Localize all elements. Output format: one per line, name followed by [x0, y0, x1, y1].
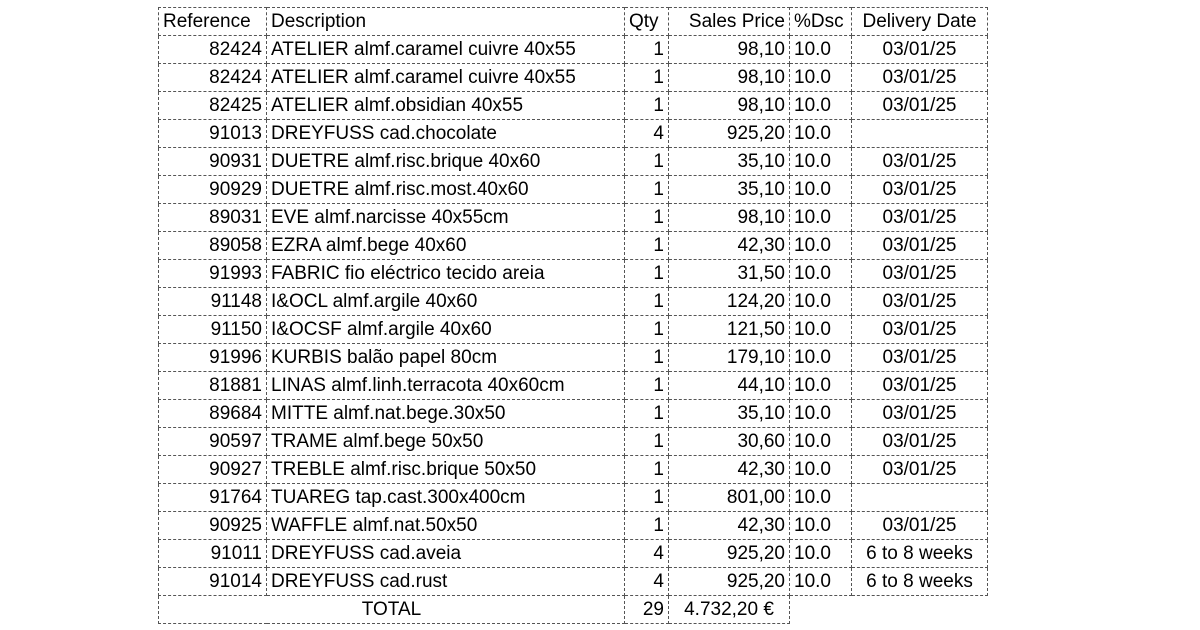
cell-qty: 4	[625, 540, 669, 568]
cell-qty: 4	[625, 568, 669, 596]
header-discount: %Dsc	[790, 8, 852, 36]
table-row	[159, 120, 988, 148]
cell-reference: 91996	[159, 344, 267, 372]
cell-description: TRAME almf.bege 50x50	[267, 428, 625, 456]
cell-description: TREBLE almf.risc.brique 50x50	[267, 456, 625, 484]
header-row	[159, 8, 988, 36]
total-amount: 4.732,20 €	[669, 596, 790, 624]
cell-qty: 1	[625, 316, 669, 344]
cell-qty: 1	[625, 176, 669, 204]
cell-reference: 90929	[159, 176, 267, 204]
cell-reference: 91150	[159, 316, 267, 344]
cell-sales-price: 98,10	[669, 36, 790, 64]
cell-discount: 10.0	[790, 120, 852, 148]
total-row	[159, 596, 988, 624]
cell-qty: 1	[625, 512, 669, 540]
cell-discount: 10.0	[790, 260, 852, 288]
cell-delivery-date: 03/01/25	[852, 260, 988, 288]
cell-qty: 1	[625, 456, 669, 484]
cell-qty: 1	[625, 36, 669, 64]
cell-sales-price: 98,10	[669, 204, 790, 232]
cell-description: ATELIER almf.caramel cuivre 40x55	[267, 64, 625, 92]
cell-reference: 89031	[159, 204, 267, 232]
cell-sales-price: 44,10	[669, 372, 790, 400]
cell-reference: 90927	[159, 456, 267, 484]
cell-qty: 1	[625, 204, 669, 232]
cell-delivery-date: 03/01/25	[852, 36, 988, 64]
order-table	[158, 7, 988, 624]
cell-delivery-date: 03/01/25	[852, 512, 988, 540]
cell-delivery-date: 03/01/25	[852, 400, 988, 428]
table-row	[159, 204, 988, 232]
cell-discount: 10.0	[790, 176, 852, 204]
header-qty: Qty	[625, 8, 669, 36]
cell-sales-price: 925,20	[669, 568, 790, 596]
header-reference: Reference	[159, 8, 267, 36]
header-description: Description	[267, 8, 625, 36]
cell-delivery-date: 03/01/25	[852, 148, 988, 176]
cell-qty: 1	[625, 92, 669, 120]
cell-discount: 10.0	[790, 540, 852, 568]
cell-description: EVE almf.narcisse 40x55cm	[267, 204, 625, 232]
table-row	[159, 176, 988, 204]
cell-reference: 91993	[159, 260, 267, 288]
cell-sales-price: 35,10	[669, 148, 790, 176]
cell-reference: 90925	[159, 512, 267, 540]
cell-qty: 1	[625, 260, 669, 288]
cell-delivery-date: 03/01/25	[852, 288, 988, 316]
cell-delivery-date: 03/01/25	[852, 64, 988, 92]
cell-description: DREYFUSS cad.chocolate	[267, 120, 625, 148]
cell-discount: 10.0	[790, 344, 852, 372]
cell-reference: 91013	[159, 120, 267, 148]
cell-delivery-date: 03/01/25	[852, 456, 988, 484]
table-row	[159, 92, 988, 120]
cell-reference: 90597	[159, 428, 267, 456]
table-row	[159, 568, 988, 596]
table-row	[159, 512, 988, 540]
cell-sales-price: 35,10	[669, 400, 790, 428]
cell-description: EZRA almf.bege 40x60	[267, 232, 625, 260]
cell-description: KURBIS balão papel 80cm	[267, 344, 625, 372]
cell-sales-price: 42,30	[669, 232, 790, 260]
cell-delivery-date	[852, 484, 988, 512]
table-body	[159, 36, 988, 596]
cell-qty: 1	[625, 232, 669, 260]
cell-discount: 10.0	[790, 204, 852, 232]
cell-discount: 10.0	[790, 372, 852, 400]
cell-description: ATELIER almf.obsidian 40x55	[267, 92, 625, 120]
table-row	[159, 316, 988, 344]
cell-discount: 10.0	[790, 428, 852, 456]
cell-qty: 1	[625, 148, 669, 176]
cell-qty: 1	[625, 428, 669, 456]
cell-description: WAFFLE almf.nat.50x50	[267, 512, 625, 540]
cell-description: TUAREG tap.cast.300x400cm	[267, 484, 625, 512]
total-label: TOTAL	[159, 596, 625, 624]
cell-delivery-date: 03/01/25	[852, 204, 988, 232]
table-row	[159, 540, 988, 568]
cell-delivery-date: 03/01/25	[852, 344, 988, 372]
cell-sales-price: 30,60	[669, 428, 790, 456]
cell-sales-price: 35,10	[669, 176, 790, 204]
cell-sales-price: 179,10	[669, 344, 790, 372]
cell-sales-price: 925,20	[669, 120, 790, 148]
table-row	[159, 288, 988, 316]
cell-delivery-date: 03/01/25	[852, 176, 988, 204]
cell-description: LINAS almf.linh.terracota 40x60cm	[267, 372, 625, 400]
cell-delivery-date: 03/01/25	[852, 428, 988, 456]
cell-sales-price: 42,30	[669, 512, 790, 540]
cell-delivery-date: 03/01/25	[852, 92, 988, 120]
cell-reference: 89684	[159, 400, 267, 428]
cell-sales-price: 801,00	[669, 484, 790, 512]
cell-delivery-date: 03/01/25	[852, 232, 988, 260]
cell-delivery-date	[852, 120, 988, 148]
cell-discount: 10.0	[790, 568, 852, 596]
cell-reference: 91011	[159, 540, 267, 568]
cell-sales-price: 31,50	[669, 260, 790, 288]
cell-description: FABRIC fio eléctrico tecido areia	[267, 260, 625, 288]
header-sales-price: Sales Price	[669, 8, 790, 36]
cell-sales-price: 124,20	[669, 288, 790, 316]
cell-reference: 90931	[159, 148, 267, 176]
cell-qty: 1	[625, 484, 669, 512]
cell-delivery-date: 03/01/25	[852, 316, 988, 344]
cell-qty: 4	[625, 120, 669, 148]
cell-reference: 81881	[159, 372, 267, 400]
cell-description: MITTE almf.nat.bege.30x50	[267, 400, 625, 428]
cell-description: DUETRE almf.risc.brique 40x60	[267, 148, 625, 176]
table-row	[159, 36, 988, 64]
cell-sales-price: 925,20	[669, 540, 790, 568]
cell-description: I&OCL almf.argile 40x60	[267, 288, 625, 316]
cell-sales-price: 121,50	[669, 316, 790, 344]
cell-sales-price: 98,10	[669, 92, 790, 120]
cell-discount: 10.0	[790, 484, 852, 512]
cell-reference: 91148	[159, 288, 267, 316]
cell-reference: 82424	[159, 36, 267, 64]
table-row	[159, 484, 988, 512]
table-row	[159, 232, 988, 260]
table-row	[159, 64, 988, 92]
cell-reference: 89058	[159, 232, 267, 260]
cell-discount: 10.0	[790, 288, 852, 316]
cell-delivery-date: 03/01/25	[852, 372, 988, 400]
total-blank-discount	[790, 596, 852, 624]
cell-discount: 10.0	[790, 512, 852, 540]
total-qty: 29	[625, 596, 669, 624]
cell-discount: 10.0	[790, 36, 852, 64]
cell-qty: 1	[625, 288, 669, 316]
cell-discount: 10.0	[790, 400, 852, 428]
cell-qty: 1	[625, 344, 669, 372]
table-row	[159, 428, 988, 456]
cell-discount: 10.0	[790, 148, 852, 176]
cell-discount: 10.0	[790, 92, 852, 120]
cell-discount: 10.0	[790, 232, 852, 260]
cell-qty: 1	[625, 372, 669, 400]
cell-delivery-date: 6 to 8 weeks	[852, 540, 988, 568]
cell-description: I&OCSF almf.argile 40x60	[267, 316, 625, 344]
cell-discount: 10.0	[790, 316, 852, 344]
cell-description: DUETRE almf.risc.most.40x60	[267, 176, 625, 204]
cell-reference: 82424	[159, 64, 267, 92]
cell-sales-price: 42,30	[669, 456, 790, 484]
cell-sales-price: 98,10	[669, 64, 790, 92]
table-row	[159, 148, 988, 176]
cell-qty: 1	[625, 64, 669, 92]
table-row	[159, 372, 988, 400]
header-delivery-date: Delivery Date	[852, 8, 988, 36]
cell-reference: 91764	[159, 484, 267, 512]
cell-discount: 10.0	[790, 456, 852, 484]
cell-qty: 1	[625, 400, 669, 428]
table-row	[159, 400, 988, 428]
cell-description: ATELIER almf.caramel cuivre 40x55	[267, 36, 625, 64]
cell-delivery-date: 6 to 8 weeks	[852, 568, 988, 596]
table-row	[159, 260, 988, 288]
cell-description: DREYFUSS cad.rust	[267, 568, 625, 596]
cell-reference: 82425	[159, 92, 267, 120]
table-row	[159, 344, 988, 372]
cell-discount: 10.0	[790, 64, 852, 92]
cell-reference: 91014	[159, 568, 267, 596]
cell-description: DREYFUSS cad.aveia	[267, 540, 625, 568]
total-blank-date	[852, 596, 988, 624]
table-row	[159, 456, 988, 484]
